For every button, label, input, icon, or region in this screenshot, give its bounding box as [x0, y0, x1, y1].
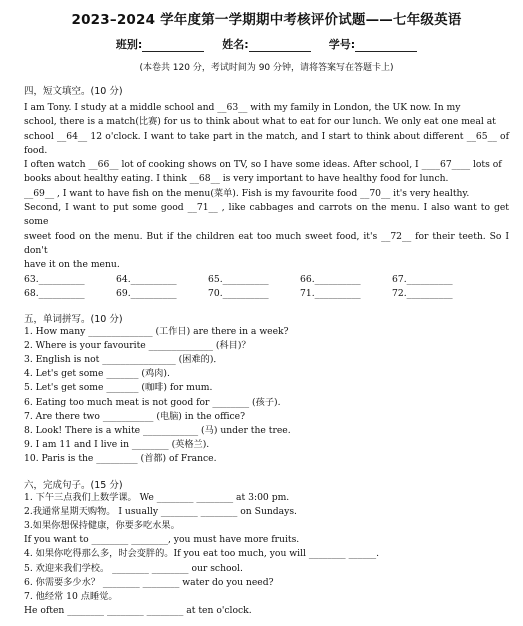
- answer-blank[interactable]: 71.__________: [300, 287, 361, 299]
- exam-title: 2023–2024 学年度第一学期期中考核评价试题——七年级英语: [71, 12, 462, 28]
- class-label: 班别:: [115, 38, 143, 51]
- class-blank[interactable]: [142, 40, 204, 52]
- section6-heading: 六，完成句子。(15 分): [24, 479, 123, 491]
- exam-note: (本卷共 120 分，考试时间为 90 分钟，请将答案写在答题卡上): [139, 63, 394, 73]
- sentence-item[interactable]: 4. 如果你吃得那么多，时会变胖的。If you eat too much, you will ________ ______.: [24, 548, 380, 560]
- sentence-item: 7. 他经常 10 点睡觉。: [24, 591, 118, 603]
- name-field[interactable]: [222, 36, 310, 52]
- answer-row-1: [24, 273, 509, 287]
- section5-list: [24, 325, 509, 467]
- spelling-item[interactable]: 2. Where is your favourite ______________ (科目)？: [24, 339, 251, 351]
- spelling-item[interactable]: 4. Let's get some _______ (鸡肉).: [24, 368, 170, 380]
- student-id-fields: [24, 36, 509, 52]
- spelling-item[interactable]: 7. Are there two ___________ (电脑) in the office?: [24, 410, 246, 422]
- answer-blank[interactable]: 64.__________: [116, 273, 177, 285]
- answer-blank[interactable]: 69.__________: [116, 287, 177, 299]
- sentence-item: 3.如果你想保持健康，你要多吃水果。: [24, 520, 180, 531]
- answer-blank[interactable]: 66.__________: [300, 273, 361, 285]
- sentence-item[interactable]: 1. 下午三点我们上数学课。 We ________ ________ at 3:00 pm.: [24, 491, 290, 503]
- section6-list: [24, 491, 509, 619]
- sentence-item[interactable]: He often ________ ________ ________ at ten o'clock.: [24, 605, 252, 617]
- passage-line: Second, I want to put some good __71__ , like cabbages and carrots on the menu. I also want to get some: [24, 202, 509, 228]
- spelling-item[interactable]: 10. Paris is the _________ (首都) of France.: [24, 453, 217, 465]
- passage-line: school __64__ 12 o'clock. I want to take part in the match, and I start to think about different __65__ of food.: [24, 130, 509, 156]
- sentence-item[interactable]: If you want to ________ ________, you must have more fruits.: [24, 534, 300, 546]
- spelling-item[interactable]: 1. How many ______________ (工作日) are there in a week?: [24, 325, 289, 337]
- passage-line: sweet food on the menu. But if the children eat too much sweet food, it's __72__ for their teeth. So I don't: [24, 230, 509, 256]
- spelling-item[interactable]: 5. Let's get some _______ (咖啡) for mum.: [24, 382, 213, 394]
- spelling-item[interactable]: 9. I am 11 and I live in ________ (英格兰).: [24, 439, 210, 451]
- passage-line: I often watch __66__ lot of cooking shows on TV, so I have some ideas. After school, I ____67____ lots of: [24, 159, 502, 171]
- spelling-item[interactable]: 6. Eating too much meat is not good for ________ (孩子).: [24, 396, 281, 408]
- sentence-item[interactable]: 6. 你需要多少水？ ________ ________ water do you need?: [24, 576, 274, 588]
- number-field[interactable]: [329, 36, 417, 52]
- answer-blank[interactable]: 72.__________: [392, 287, 453, 299]
- passage-line: I am Tony. I study at a middle school and __63__ with my family in London, the UK now. In my: [24, 102, 461, 113]
- spelling-item[interactable]: 3. English is not ________________ (困难的)．: [24, 353, 223, 365]
- section5-heading: 五，单词拼写。(10 分): [24, 313, 123, 325]
- answer-blank[interactable]: 68.__________: [24, 287, 85, 299]
- passage-line: school, there is a match(比赛) for us to think about what to eat for our lunch. We only eat one meal at: [24, 116, 496, 128]
- number-blank[interactable]: [355, 40, 417, 52]
- passage-line: __69__ , I want to have fish on the menu(菜单). Fish is my favourite food __70__ it's very healthy.: [24, 187, 470, 199]
- name-label: 姓名:: [222, 38, 249, 51]
- sentence-item[interactable]: 5. 欢迎来我们学校。 ________ ________ our school.: [24, 562, 243, 574]
- section4-heading: 四，短文填空。(10 分): [24, 86, 123, 97]
- answer-blank[interactable]: 65.__________: [208, 273, 269, 285]
- spelling-item[interactable]: 8. Look! There is a white ____________ (马) under the tree.: [24, 424, 291, 436]
- sentence-item[interactable]: 2.我通常星期天购物。 I usually ________ ________ on Sundays.: [24, 505, 297, 517]
- answer-blank[interactable]: 67.__________: [392, 273, 453, 285]
- passage-line: books about healthy eating. I think __68__ is very important to have healthy food for lunch.: [24, 173, 449, 185]
- answer-row-2: [24, 287, 509, 301]
- name-blank[interactable]: [249, 40, 311, 52]
- section4-passage: [24, 101, 509, 273]
- answer-blank[interactable]: 70.__________: [208, 287, 269, 299]
- number-label: 学号:: [328, 38, 356, 51]
- answer-blank[interactable]: 63.__________: [24, 273, 85, 285]
- passage-line: have it on the menu.: [24, 259, 120, 271]
- class-field[interactable]: [116, 36, 204, 52]
